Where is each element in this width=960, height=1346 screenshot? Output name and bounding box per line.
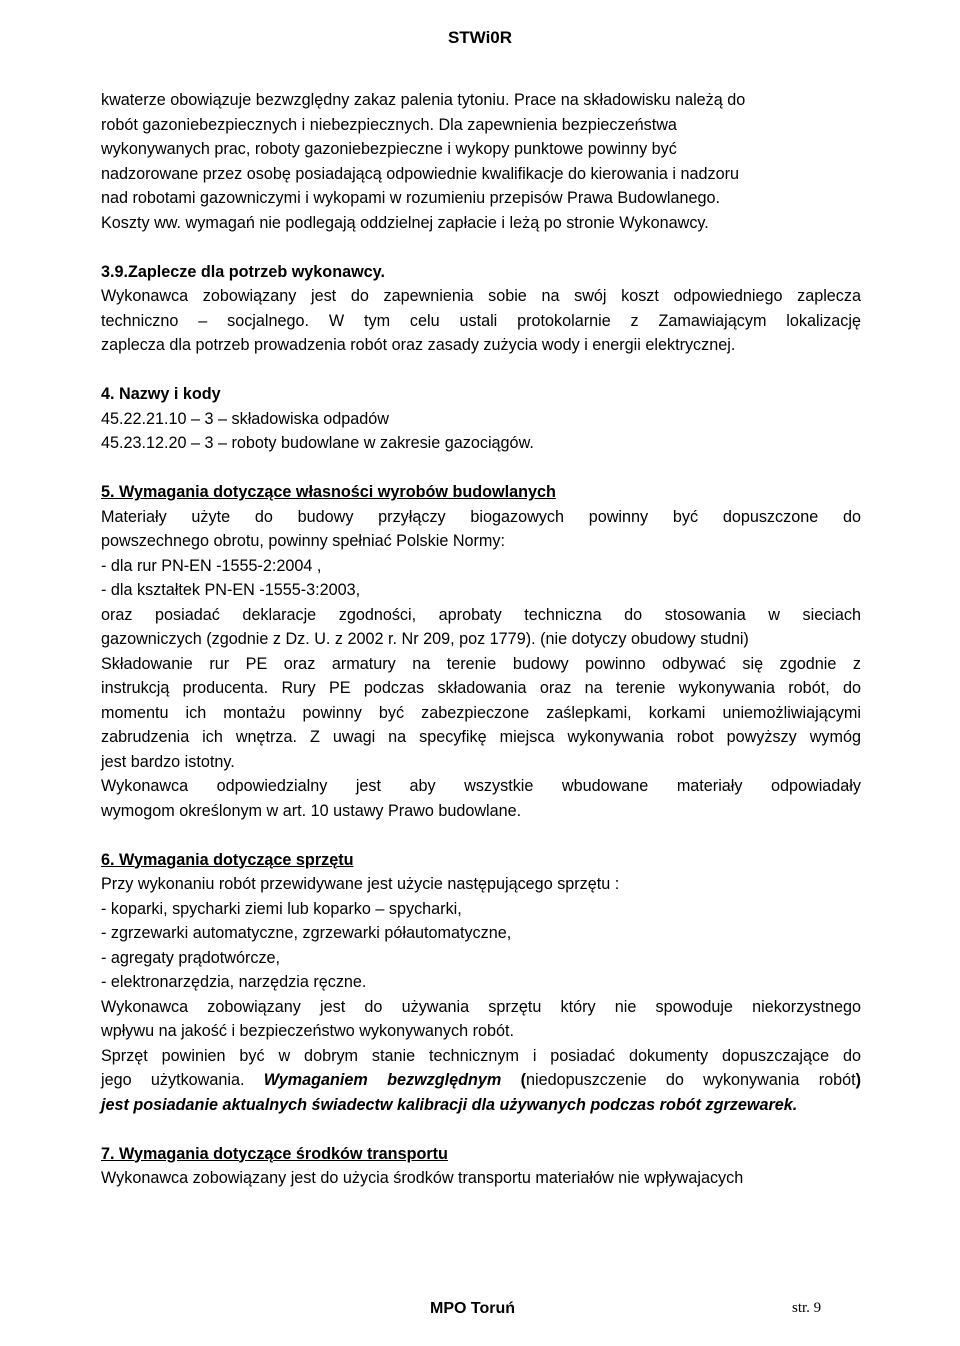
text-line: - dla rur PN-EN -1555-2:2004 , xyxy=(101,556,322,575)
section-6 xyxy=(101,848,861,1118)
page-number: str. 9 xyxy=(792,1300,822,1316)
text-line: powszechnego obrotu, powinny spełniać Polskie Normy: xyxy=(101,532,505,550)
text-line: wpływu na jakość i bezpieczeństwo wykonywanych robót. xyxy=(101,1022,514,1040)
text-line: Wykonawca zobowiązany jest do użycia środków transportu materiałów nie wpływajacych xyxy=(101,1169,744,1187)
text-line: techniczno – socjalnego. W tym celu ustali protokolarnie z Zamawiającym lokalizację xyxy=(101,311,861,330)
text-line: Wykonawca odpowiedzialny jest aby wszystkie wbudowane materiały odpowiadały xyxy=(101,777,861,795)
section-heading: 6. Wymagania dotyczące sprzętu xyxy=(101,850,354,869)
text-line xyxy=(101,1068,861,1093)
text-line: zaplecza dla potrzeb prowadzenia robót oraz zasady zużycia wody i energii elektrycznej. xyxy=(101,336,736,354)
text-line: momentu ich montażu powinny być zabezpieczone zaślepkami, korkami uniemożliwiającymi xyxy=(101,703,861,722)
text-line: wykonywanych prac, roboty gazoniebezpieczne i wykopy punktowe powinny być xyxy=(101,140,677,158)
list-item: - koparki, spycharki ziemi lub koparko – spycharki, xyxy=(101,899,462,918)
section-heading: 7. Wymagania dotyczące środków transportu xyxy=(101,1144,448,1163)
section-4 xyxy=(101,382,861,456)
paren-close: ) xyxy=(855,1071,861,1089)
text-line: Wykonawca zobowiązany jest do używania sprzętu który nie spowoduje niekorzystnego xyxy=(101,997,861,1016)
text-line: Materiały użyte do budowy przyłączy biogazowych powinny być dopuszczone do xyxy=(101,507,861,526)
list-item: - zgrzewarki automatyczne, zgrzewarki półautomatyczne, xyxy=(101,924,512,942)
list-item: - agregaty prądotwórcze, xyxy=(101,948,281,967)
text-line: instrukcją producenta. Rury PE podczas składowania oraz na terenie wykonywania robót, do xyxy=(101,679,861,697)
text-line: Wykonawca zobowiązany jest do zapewnienia sobie na swój koszt odpowiedniego zaplecza xyxy=(101,287,861,305)
text-line: Koszty ww. wymagań nie podlegają oddzielnej zapłacie i leżą po stronie Wykonawcy. xyxy=(101,213,709,232)
section-heading: 5. Wymagania dotyczące własności wyrobów budowlanych xyxy=(101,483,556,501)
section-5 xyxy=(101,480,861,823)
text-line: - dla kształtek PN-EN -1555-3:2003, xyxy=(101,581,361,599)
text-line: nad robotami gazowniczymi i wykopami w rozumieniu przepisów Prawa Budowlanego. xyxy=(101,189,721,207)
text-line: robót gazoniebezpiecznych i niebezpiecznych. Dla zapewnienia bezpieczeństwa xyxy=(101,115,677,134)
paren-open: ( xyxy=(501,1071,526,1089)
emphasis-text: Wymaganiem bezwzględnym xyxy=(263,1071,502,1089)
text-line: zabrudzenia ich wnętrza. Z uwagi na specyfikę miejsca wykonywania robot powyższy wymóg xyxy=(101,728,861,746)
section-3-9 xyxy=(101,260,861,358)
section-heading: 3.9.Zaplecze dla potrzeb wykonawcy. xyxy=(101,262,385,281)
section-heading: 4. Nazwy i kody xyxy=(101,385,221,403)
text-line: oraz posiadać deklaracje zgodności, aprobaty techniczna do stosowania w sieciach xyxy=(101,605,861,624)
list-item: - elektronarzędzia, narzędzia ręczne. xyxy=(101,973,367,991)
intro-paragraph xyxy=(101,88,861,235)
text-span: niedopuszczenie do wykonywania robót xyxy=(526,1071,856,1089)
text-line: Składowanie rur PE oraz armatury na terenie budowy powinno odbywać się zgodnie z xyxy=(101,654,861,673)
text-line: Sprzęt powinien być w dobrym stanie technicznym i posiadać dokumenty dopuszczające do xyxy=(101,1046,861,1065)
text-line: gazowniczych (zgodnie z Dz. U. z 2002 r. Nr 209, poz 1779). (nie dotyczy obudowy studni) xyxy=(101,630,749,648)
emphasis-line: jest posiadanie aktualnych świadectw kalibracji dla używanych podczas robót zgrzewarek. xyxy=(101,1095,798,1114)
text-line: 45.22.21.10 – 3 – składowiska odpadów xyxy=(101,409,389,428)
footer-company: MPO Toruń xyxy=(430,1300,516,1317)
section-7 xyxy=(101,1142,861,1191)
text-line: 45.23.12.20 – 3 – roboty budowlane w zakresie gazociągów. xyxy=(101,434,534,452)
text-line: jest bardzo istotny. xyxy=(101,752,235,771)
text-line: nadzorowane przez osobę posiadającą odpowiednie kwalifikacje do kierowania i nadzoru xyxy=(101,164,740,183)
text-line: wymogom określonym w art. 10 ustawy Prawo budowlane. xyxy=(101,801,522,820)
text-span: jego użytkowania. xyxy=(101,1071,264,1089)
text-line: Przy wykonaniu robót przewidywane jest użycie następującego sprzętu : xyxy=(101,875,620,893)
text-line: kwaterze obowiązuje bezwzględny zakaz palenia tytoniu. Prace na składowisku należą do xyxy=(101,91,746,109)
document-body xyxy=(101,88,861,1191)
page-header: STWi0R xyxy=(447,28,513,47)
